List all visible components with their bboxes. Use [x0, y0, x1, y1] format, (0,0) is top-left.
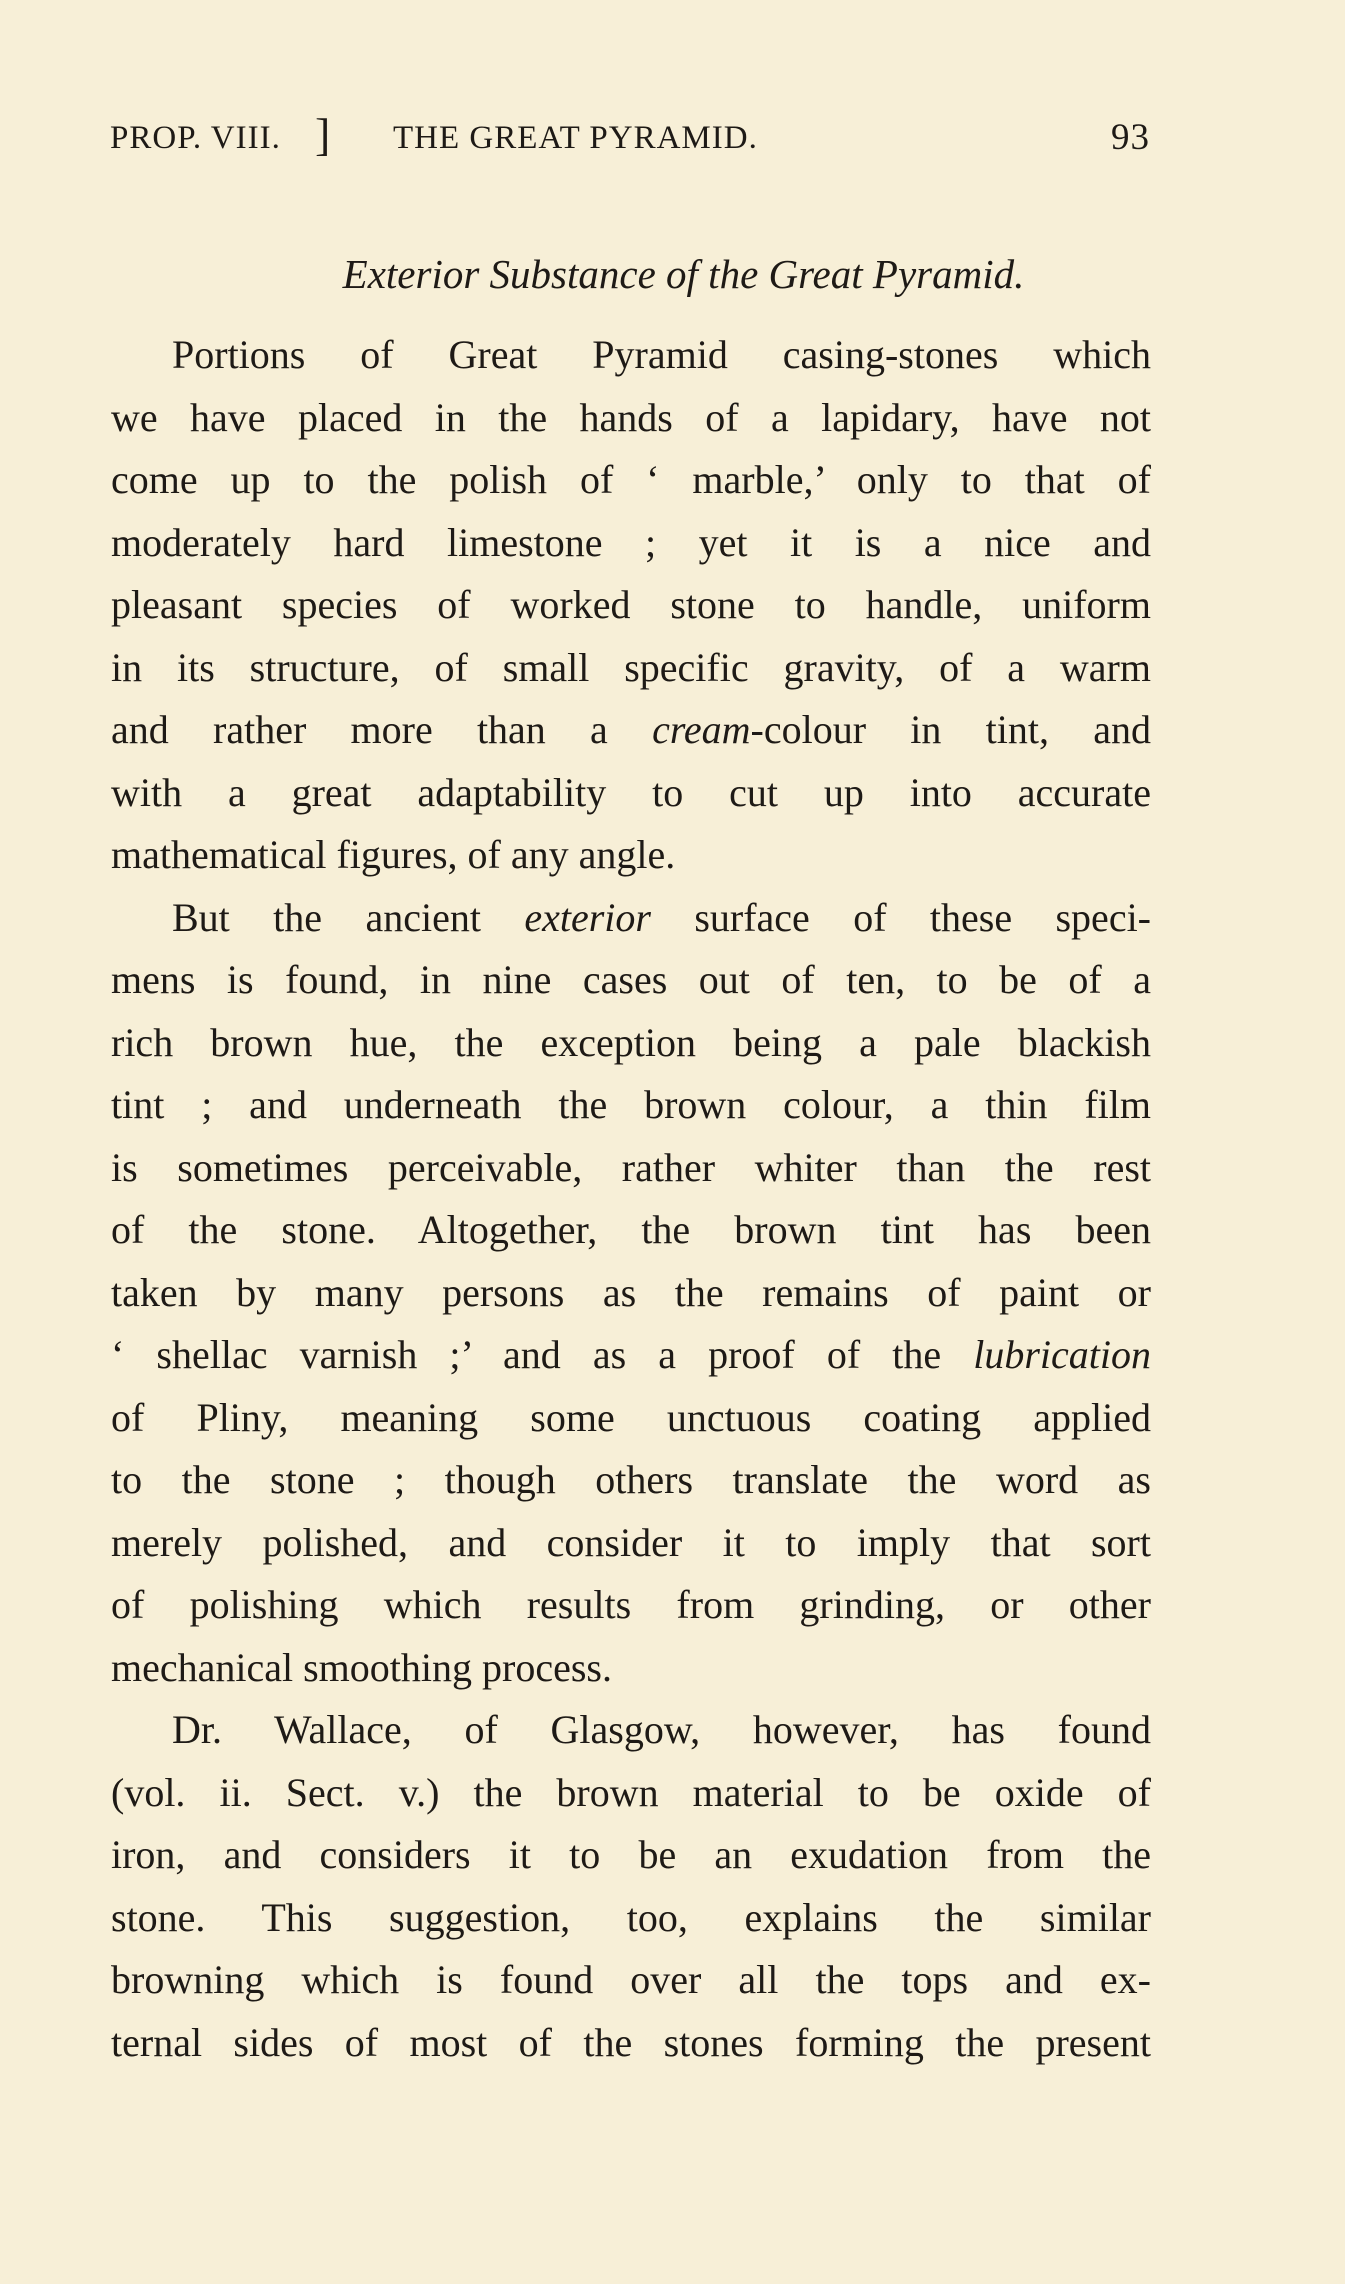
text-line: come up to the polish of ‘ marble,’ only to that of: [111, 457, 1151, 502]
text-line: and rather more than a cream-colour in tint, and: [111, 707, 1151, 752]
text-line: we have placed in the hands of a lapidary, have not: [111, 394, 1151, 440]
body-text: [111, 324, 1151, 2074]
text-line: tint ; and underneath the brown colour, a thin film: [111, 1082, 1151, 1127]
text-line: of Pliny, meaning some unctuous coating applied: [111, 1394, 1151, 1440]
italic-word: lubrication: [973, 1332, 1151, 1377]
text-line: But the ancient exterior surface of these speci-: [172, 894, 1151, 940]
running-head: [110, 109, 1150, 162]
text-line: to the stone ; though others translate the word as: [111, 1457, 1151, 1502]
text-line: taken by many persons as the remains of paint or: [111, 1269, 1151, 1315]
text-line: mathematical figures, of any angle.: [111, 832, 676, 877]
section-heading-text: Exterior Substance of the Great Pyramid.: [342, 251, 1025, 297]
text-line: rich brown hue, the exception being a pale blackish: [111, 1019, 1151, 1065]
text-line: browning which is found over all the tops and ex-: [111, 1957, 1151, 2002]
text-line: mechanical smoothing process.: [111, 1644, 612, 1690]
running-head-bracket: ]: [315, 109, 332, 160]
text-line: moderately hard limestone ; yet it is a nice and: [111, 519, 1151, 565]
text-line: iron, and considers it to be an exudation from the: [111, 1832, 1151, 1877]
italic-word: cream: [652, 707, 751, 752]
italic-word: exterior: [524, 894, 651, 940]
text-line: in its structure, of small specific gravity, of a warm: [111, 644, 1151, 690]
text-line: of the stone. Altogether, the brown tint has been: [111, 1207, 1151, 1252]
text-line: pleasant species of worked stone to handle, uniform: [111, 582, 1151, 627]
paragraph: [111, 324, 1151, 887]
page-number: 93: [1111, 117, 1150, 158]
paragraph: [111, 887, 1151, 1700]
text-line: stone. This suggestion, too, explains the similar: [111, 1894, 1151, 1940]
text-line: with a great adaptability to cut up into accurate: [111, 769, 1151, 815]
text-line: Portions of Great Pyramid casing-stones which: [172, 332, 1151, 377]
paragraph: [111, 1699, 1151, 2074]
text-line: ternal sides of most of the stones forming the present: [111, 2019, 1151, 2065]
section-heading: [0, 250, 1345, 298]
text-line: (vol. ii. Sect. v.) the brown material to be oxide of: [111, 1769, 1151, 1815]
running-head-title: THE GREAT PYRAMID.: [393, 120, 758, 156]
running-head-section: PROP. VIII.: [110, 120, 281, 156]
text-line: of polishing which results from grinding, or other: [111, 1582, 1151, 1627]
text-line: ‘ shellac varnish ;’ and as a proof of the lubrication: [111, 1332, 1151, 1377]
text-line: merely polished, and consider it to imply that sort: [111, 1519, 1151, 1565]
text-line: mens is found, in nine cases out of ten, to be of a: [111, 957, 1151, 1002]
text-line: is sometimes perceivable, rather whiter than the rest: [111, 1144, 1151, 1190]
text-line: Dr. Wallace, of Glasgow, however, has found: [172, 1707, 1151, 1752]
